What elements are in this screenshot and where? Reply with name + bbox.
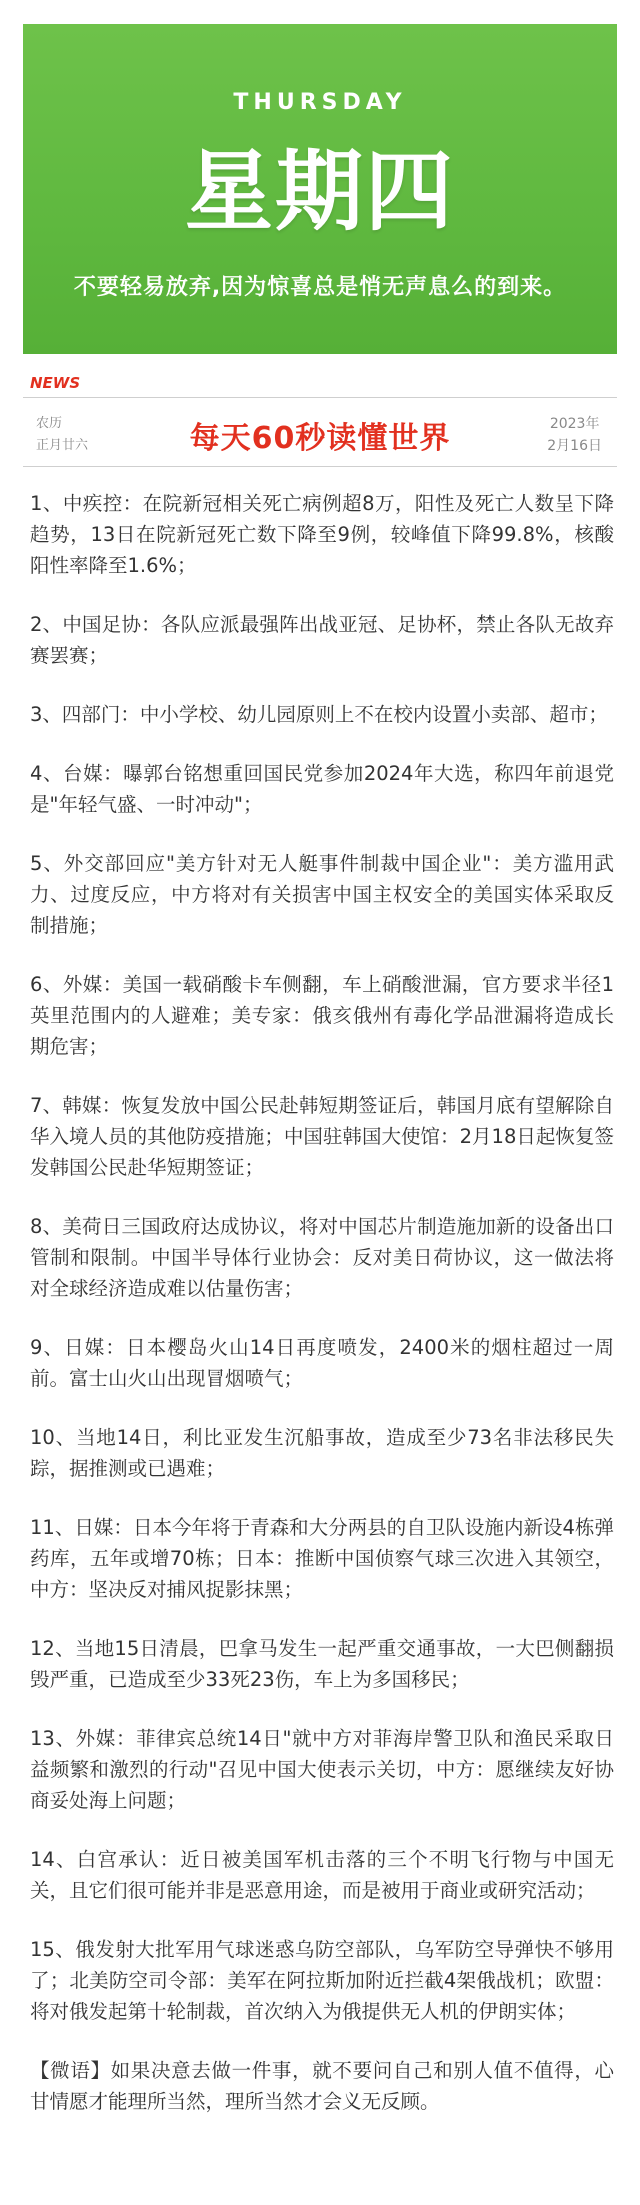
news-item: 2、中国足协：各队应派最强阵出战亚冠、足协杯，禁止各队无故弃赛罢赛；	[30, 613, 614, 667]
news-item: 5、外交部回应"美方针对无人艇事件制裁中国企业"：美方滥用武力、过度反应，中方将对有关损害中国主权安全的美国实体采取反制措施；	[30, 852, 614, 937]
news-item: 9、日媒：日本樱岛火山14日再度喷发，2400米的烟柱超过一周前。富士山火山出现冒烟喷气；	[30, 1336, 614, 1390]
header-divider-top	[23, 397, 617, 398]
date-year: 2023年	[549, 416, 600, 432]
date-day: 2月16日	[547, 438, 602, 454]
news-item: 11、日媒：日本今年将于青森和大分两县的自卫队设施内新设4栋弹药库，五年或增70栋；日本：推断中国侦察气球三次进入其领空，中方：坚决反对捕风捉影抹黑；	[30, 1516, 614, 1601]
news-item: 15、俄发射大批军用气球迷惑乌防空部队，乌军防空导弹快不够用了；北美防空司令部：美军在阿拉斯加附近拦截4架俄战机；欧盟：将对俄发起第十轮制裁，首次纳入为俄提供无人机的伊朗实体；	[30, 1938, 614, 2023]
news-item: 8、美荷日三国政府达成协议，将对中国芯片制造施加新的设备出口管制和限制。中国半导体行业协会：反对美日荷协议，这一做法将对全球经济造成难以估量伤害；	[30, 1215, 614, 1300]
weekday-english: THURSDAY	[233, 90, 407, 115]
page-title: 每天60秒读懂世界	[189, 421, 451, 456]
gregorian-date-block	[547, 413, 602, 457]
weekday-banner	[23, 24, 617, 354]
news-item: 4、台媒：曝郭台铭想重回国民党参加2024年大选，称四年前退党是"年轻气盛、一时冲动"；	[30, 762, 614, 816]
news-item: 10、当地14日，利比亚发生沉船事故，造成至少73名非法移民失踪，据推测或已遇难；	[30, 1426, 614, 1480]
news-tag: NEWS	[30, 374, 81, 392]
lunar-label: 农历	[36, 416, 63, 431]
header-divider-bottom	[23, 466, 617, 467]
news-item: 1、中疾控：在院新冠相关死亡病例超8万，阳性及死亡人数呈下降趋势，13日在院新冠死亡数下降至9例，较峰值下降99.8%，核酸阳性率降至1.6%；	[30, 492, 614, 577]
daily-quote: 【微语】如果决意去做一件事，就不要问自己和别人值不值得，心甘情愿才能理所当然，理所当然才会义无反顾。	[30, 2059, 614, 2113]
lunar-date: 正月廿六	[36, 438, 89, 453]
news-item: 7、韩媒：恢复发放中国公民赴韩短期签证后，韩国月底有望解除自华入境人员的其他防疫措施；中国驻韩国大使馆：2月18日起恢复签发韩国公民赴华短期签证；	[30, 1094, 614, 1179]
weekday-chinese: 星期四	[184, 140, 455, 243]
banner-slogan: 不要轻易放弃,因为惊喜总是悄无声息么的到来。	[73, 275, 567, 300]
news-item: 14、白宫承认：近日被美国军机击落的三个不明飞行物与中国无关，且它们很可能并非是恶意用途，而是被用于商业或研究活动；	[30, 1848, 614, 1902]
news-item: 13、外媒：菲律宾总统14日"就中方对菲海岸警卫队和渔民采取日益频繁和激烈的行动"召见中国大使表示关切，中方：愿继续友好协商妥处海上问题；	[30, 1727, 614, 1812]
news-item: 6、外媒：美国一载硝酸卡车侧翻，车上硝酸泄漏，官方要求半径1英里范围内的人避难；美专家：俄亥俄州有毒化学品泄漏将造成长期危害；	[30, 973, 614, 1058]
news-list	[30, 488, 614, 2145]
news-item: 12、当地15日清晨，巴拿马发生一起严重交通事故，一大巴侧翻损毁严重，已造成至少33死23伤，车上为多国移民；	[30, 1637, 614, 1691]
news-item: 3、四部门：中小学校、幼儿园原则上不在校内设置小卖部、超市；	[30, 703, 608, 726]
